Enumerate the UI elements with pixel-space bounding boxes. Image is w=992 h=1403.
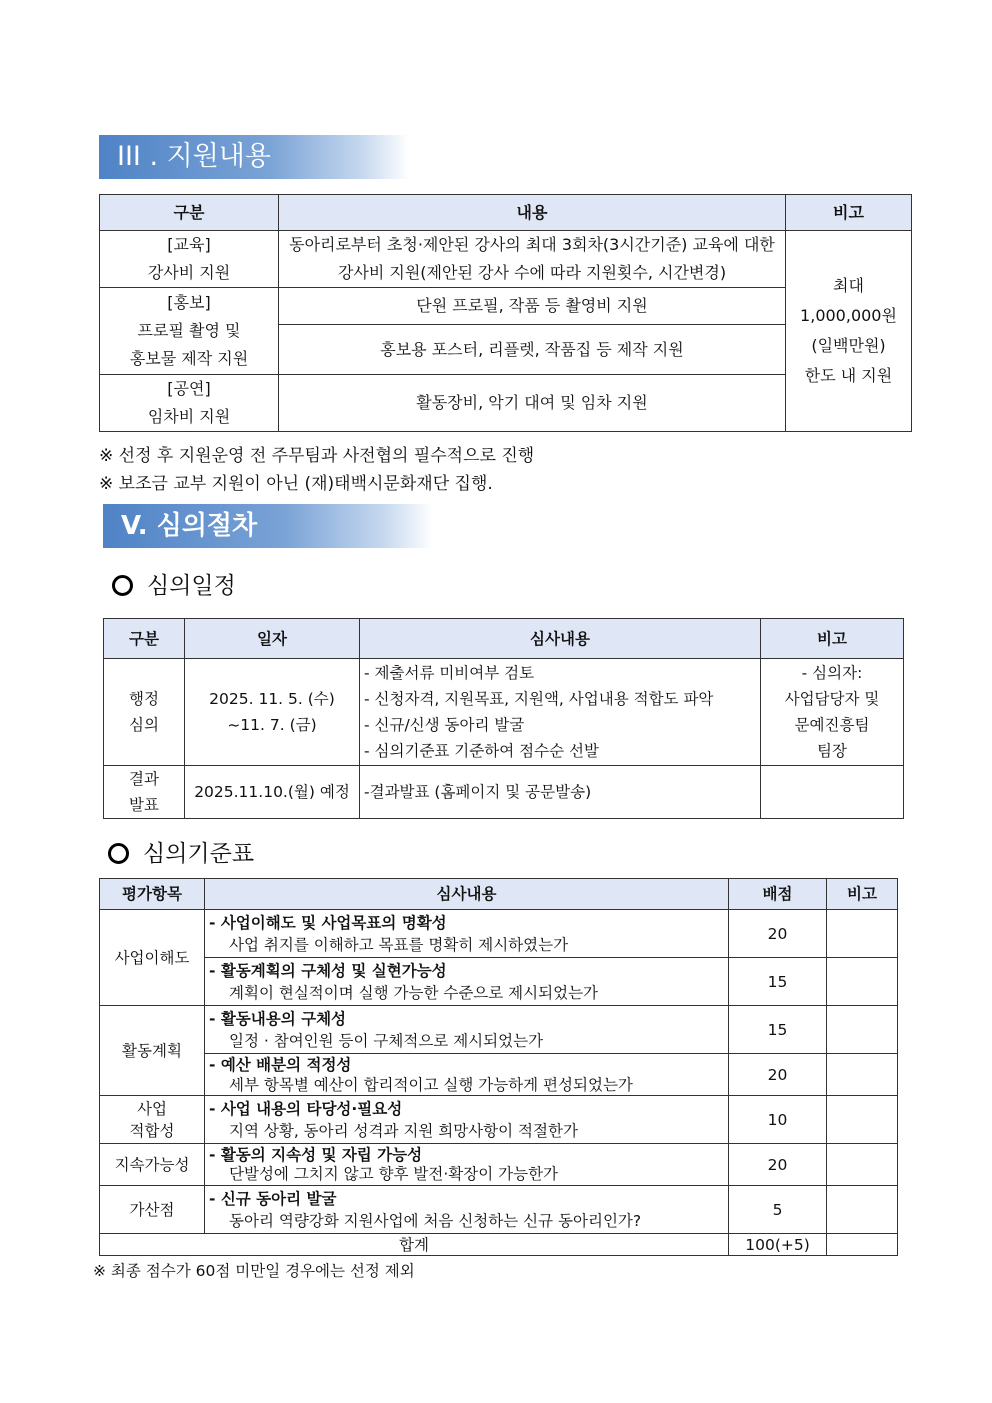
support-content-promotion-photo: 단원 프로필, 작품 등 촬영비 지원 — [279, 288, 786, 325]
section3-title: III . 지원내용 — [117, 141, 271, 172]
criteria-item-understanding: 사업이해도 — [100, 910, 205, 1006]
criteria-item-bonus: 가산점 — [100, 1186, 205, 1234]
section5-title: V. 심의절차 — [121, 511, 258, 541]
section5-banner — [103, 504, 433, 548]
result-date: 2025.11.10.(월) 예정 — [185, 766, 360, 819]
schedule-heading: 심의일정 — [112, 567, 236, 600]
support-table — [99, 194, 912, 432]
criteria-score: 5 — [729, 1186, 827, 1234]
criteria-remark — [827, 910, 898, 958]
support-remark: 최대 1,000,000원 (일백만원) 한도 내 지원 — [786, 231, 912, 432]
criteria-item-sustainability: 지속가능성 — [100, 1144, 205, 1186]
support-header-remark: 비고 — [786, 195, 912, 231]
criteria-entry: - 사업이해도 및 사업목표의 명확성 사업 취지를 이해하고 목표를 명확히 제시하였는가 — [205, 910, 729, 958]
criteria-score: 15 — [729, 958, 827, 1006]
schedule-remark: - 심의자: 사업담당자 및 문예진흥팀 팀장 — [761, 659, 904, 766]
support-note-2: ※ 보조금 교부 지원이 아닌 (재)태백시문화재단 집행. — [99, 474, 493, 494]
criteria-header-remark: 비고 — [827, 879, 898, 910]
schedule-date: 2025. 11. 5. (수) ~11. 7. (금) — [185, 659, 360, 766]
criteria-header-score: 배점 — [729, 879, 827, 910]
circle-bullet-icon — [112, 575, 133, 596]
criteria-total-label: 합계 — [100, 1234, 729, 1256]
criteria-heading: 심의기준표 — [108, 835, 254, 868]
schedule-table — [103, 618, 904, 819]
criteria-header-item: 평가항목 — [100, 879, 205, 910]
result-content: -결과발표 (홈페이지 및 공문발송) — [360, 766, 761, 819]
criteria-score: 20 — [729, 1144, 827, 1186]
circle-bullet-icon — [108, 843, 129, 864]
criteria-entry: - 사업 내용의 타당성·필요성 지역 상황, 동아리 성격과 지원 희망사항이 적절한가 — [205, 1096, 729, 1144]
support-content-promotion-print: 홍보용 포스터, 리플렛, 작품집 등 제작 지원 — [279, 325, 786, 375]
criteria-total-score: 100(+5) — [729, 1234, 827, 1256]
result-remark — [761, 766, 904, 819]
criteria-entry: - 신규 동아리 발굴 동아리 역량강화 지원사업에 처음 신청하는 신규 동아리인가? — [205, 1186, 729, 1234]
criteria-item-suitability: 사업 적합성 — [100, 1096, 205, 1144]
schedule-category: 행정 심의 — [104, 659, 185, 766]
criteria-entry: - 활동의 지속성 및 자립 가능성 단발성에 그치지 않고 향후 발전·확장이 가능한가 — [205, 1144, 729, 1186]
support-content-performance: 활동장비, 악기 대여 및 임차 지원 — [279, 375, 786, 432]
criteria-footnote: ※ 최종 점수가 60점 미만일 경우에는 선정 제외 — [93, 1262, 415, 1280]
support-note-1: ※ 선정 후 지원운영 전 주무팀과 사전협의 필수적으로 진행 — [99, 446, 535, 466]
schedule-header-remark: 비고 — [761, 619, 904, 659]
criteria-score: 15 — [729, 1006, 827, 1054]
criteria-remark — [827, 958, 898, 1006]
criteria-remark — [827, 1096, 898, 1144]
schedule-header-date: 일자 — [185, 619, 360, 659]
schedule-content: - 제출서류 미비여부 검토 - 신청자격, 지원목표, 지원액, 사업내용 적합도 파악 - 신규/신생 동아리 발굴 - 심의기준표 기준하여 점수순 선발 — [360, 659, 761, 766]
criteria-remark — [827, 1144, 898, 1186]
criteria-score: 10 — [729, 1096, 827, 1144]
criteria-remark — [827, 1006, 898, 1054]
support-header-category: 구분 — [100, 195, 279, 231]
schedule-header-content: 심사내용 — [360, 619, 761, 659]
criteria-item-plan: 활동계획 — [100, 1006, 205, 1096]
schedule-header-category: 구분 — [104, 619, 185, 659]
criteria-remark — [827, 1054, 898, 1096]
support-content-education: 동아리로부터 초청·제안된 강사의 최대 3회차(3시간기준) 교육에 대한 강사비 지원(제안된 강사 수에 따라 지원횟수, 시간변경) — [279, 231, 786, 288]
support-category-promotion: [홍보] 프로필 촬영 및 홍보물 제작 지원 — [100, 288, 279, 375]
section3-banner — [99, 135, 409, 179]
criteria-total-remark — [827, 1234, 898, 1256]
criteria-entry: - 활동내용의 구체성 일정 · 참여인원 등이 구체적으로 제시되었는가 — [205, 1006, 729, 1054]
result-category: 결과 발표 — [104, 766, 185, 819]
criteria-entry: - 예산 배분의 적정성 세부 항목별 예산이 합리적이고 실행 가능하게 편성되었는가 — [205, 1054, 729, 1096]
criteria-score: 20 — [729, 910, 827, 958]
support-category-performance: [공연] 임차비 지원 — [100, 375, 279, 432]
criteria-table — [99, 878, 898, 1256]
criteria-entry: - 활동계획의 구체성 및 실현가능성 계획이 현실적이며 실행 가능한 수준으로 제시되었는가 — [205, 958, 729, 1006]
criteria-header-content: 심사내용 — [205, 879, 729, 910]
criteria-score: 20 — [729, 1054, 827, 1096]
support-category-education: [교육] 강사비 지원 — [100, 231, 279, 288]
criteria-remark — [827, 1186, 898, 1234]
support-header-content: 내용 — [279, 195, 786, 231]
